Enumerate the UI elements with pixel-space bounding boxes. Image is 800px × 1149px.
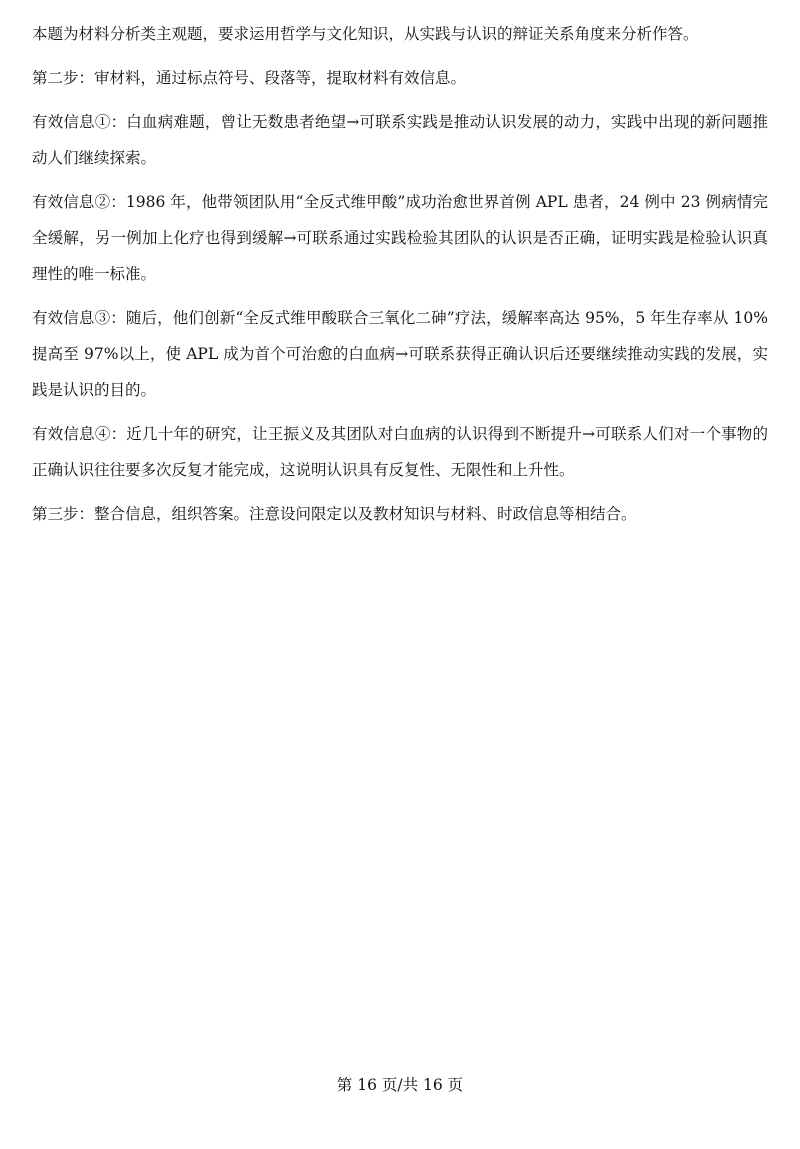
paragraph-info-3: 有效信息③：随后，他们创新“全反式维甲酸联合三氧化二砷”疗法，缓解率高达 95%，5 年生存率从 10%提高至 97%以上，使 APL 成为首个可治愈的白血病→可联系获得正确认识后还要继续推动实践的发展，实践是认识的目的。 <box>32 309 768 399</box>
page-number: 第 16 页/共 16 页 <box>336 1076 464 1094</box>
paragraph-intro: 本题为材料分析类主观题，要求运用哲学与文化知识，从实践与认识的辩证关系角度来分析作答。 <box>32 25 699 43</box>
paragraph-info-1: 有效信息①：白血病难题，曾让无数患者绝望→可联系实践是推动认识发展的动力，实践中出现的新问题推动人们继续探索。 <box>32 113 768 167</box>
paragraph-info-2: 有效信息②：1986 年，他带领团队用“全反式维甲酸”成功治愈世界首例 APL 患者，24 例中 23 例病情完全缓解，另一例加上化疗也得到缓解→可联系通过实践检验其团队的认识是否正确，证明实践是检验认识真理性的唯一标准。 <box>32 193 768 283</box>
paragraph-step-two: 第二步：审材料，通过标点符号、段落等，提取材料有效信息。 <box>32 69 467 87</box>
document-body <box>32 16 768 540</box>
paragraph-step-three: 第三步：整合信息，组织答案。注意设问限定以及教材知识与材料、时政信息等相结合。 <box>32 505 637 523</box>
paragraph-info-4: 有效信息④：近几十年的研究，让王振义及其团队对白血病的认识得到不断提升→可联系人们对一个事物的正确认识往往要多次反复才能完成，这说明认识具有反复性、无限性和上升性。 <box>32 425 768 479</box>
